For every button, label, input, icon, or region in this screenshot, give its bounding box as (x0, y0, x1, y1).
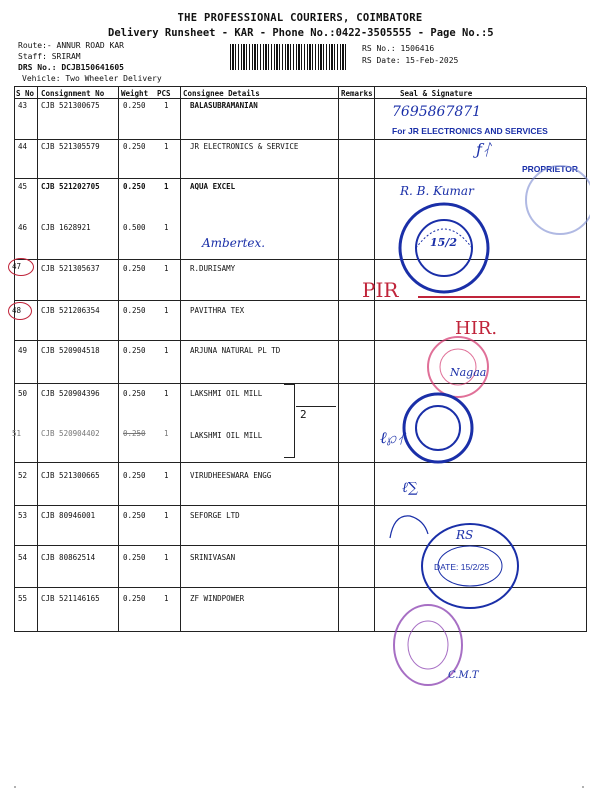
row-consignment: CJB 520904396 (41, 389, 100, 398)
row-pcs: 1 (164, 182, 169, 191)
row-weight: 0.250 (123, 101, 146, 110)
route-label: Route:- ANNUR ROAD KAR (18, 41, 124, 50)
row52-signature: ℓ∑ (402, 480, 418, 496)
cmt-signature: C.M.T (448, 670, 479, 681)
row-border (14, 178, 586, 179)
stamp-date-53: DATE: 15/2/25 (434, 562, 490, 572)
row-sno: 46 (18, 223, 28, 232)
row-weight: 0.250 (123, 429, 146, 438)
runsheet-subtitle: Delivery Runsheet - KAR - Phone No.:0422-3505555 - Page No.:5 (108, 27, 494, 39)
col-border (180, 87, 181, 632)
row-border (14, 462, 586, 463)
row-consignee: R.DURISAMY (190, 264, 236, 273)
row-border (14, 259, 586, 260)
row-border (14, 505, 586, 506)
vehicle-label: Vehicle: Two Wheeler Delivery (22, 74, 162, 83)
row-sno: 51 (12, 429, 22, 438)
pir-mark: PIR (362, 278, 399, 302)
corner-dot (14, 786, 16, 788)
row-consignee: JR ELECTRONICS & SERVICE (190, 142, 299, 151)
drs-label: DRS No.: DCJB150641605 (18, 63, 124, 72)
col-border (37, 87, 38, 632)
rs-signature: RS (456, 528, 474, 542)
row-weight: 0.250 (123, 389, 146, 398)
faint-round-stamp (520, 160, 590, 240)
handwritten-ambertex: Ambertex. (202, 236, 266, 250)
row-pcs: 1 (164, 101, 169, 110)
row-sno: 50 (18, 389, 28, 398)
proprietor-label: PROPRIETOR (522, 164, 579, 174)
corner-dot (582, 786, 584, 788)
col-border (118, 87, 119, 632)
barcode (230, 44, 348, 70)
row-consignee: LAKSHMI OIL MILL (190, 389, 263, 398)
row-consignment: CJB 521202705 (41, 182, 100, 191)
row-consignment: CJB 521300675 (41, 101, 100, 110)
col-header-remarks: Remarks (341, 89, 373, 98)
handwritten-phone: 7695867871 (392, 104, 482, 120)
row-border (14, 383, 586, 384)
row-pcs: 1 (164, 264, 169, 273)
row-weight: 0.250 (123, 511, 146, 520)
row-weight: 0.250 (123, 264, 146, 273)
group-bracket (284, 384, 295, 458)
row-sno: 43 (18, 101, 28, 110)
row-consignment: CJB 521300665 (41, 471, 100, 480)
rs-number: RS No.: 1506416 (362, 44, 435, 53)
row-consignee: AQUA EXCEL (190, 182, 236, 191)
row-consignment: CJB 521206354 (41, 306, 100, 315)
col-header-weight: Weight (121, 89, 149, 98)
table-bottom-border (14, 631, 586, 632)
row-consignment: CJB 521305579 (41, 142, 100, 151)
row-sno: 54 (18, 553, 28, 562)
row-consignee: BALASUBRAMANIAN (190, 101, 258, 110)
row-consignment: CJB 521305637 (41, 264, 100, 273)
row-sno: 53 (18, 511, 28, 520)
table-top-border (14, 86, 586, 87)
row-sno: 49 (18, 346, 28, 355)
bracket-line (296, 406, 336, 407)
row-pcs: 1 (164, 389, 169, 398)
row-border (14, 139, 586, 140)
row-consignment: CJB 521146165 (41, 594, 100, 603)
stamp-date-46: 15/2 (430, 236, 457, 249)
row-weight: 0.250 (123, 182, 146, 191)
jr-signature: ƒᛮ (476, 140, 492, 159)
staff-label: Staff: SRIRAM (18, 52, 81, 61)
row-consignment: CJB 80862514 (41, 553, 96, 562)
row-consignee: SRINIVASAN (190, 553, 236, 562)
rs-date: RS Date: 15-Feb-2025 (362, 56, 459, 65)
row-weight: 0.250 (123, 471, 146, 480)
row-consignment: CJB 520904518 (41, 346, 100, 355)
group-count: 2 (300, 408, 307, 421)
row-weight: 0.250 (123, 594, 146, 603)
col-header-seal: Seal & Signature (400, 89, 473, 98)
row-consignee: VIRUDHEESWARA ENGG (190, 471, 272, 480)
row-pcs: 1 (164, 429, 169, 438)
col-border (338, 87, 339, 632)
row-pcs: 1 (164, 594, 169, 603)
col-header-consignment: Consignment No (41, 89, 105, 98)
col-border (14, 87, 15, 632)
row-weight: 0.250 (123, 142, 146, 151)
row-consignment: CJB 520904402 (41, 429, 100, 438)
col-header-consignee: Consignee Details (183, 89, 260, 98)
row-sno: 48 (12, 306, 22, 315)
row-pcs: 1 (164, 553, 169, 562)
col-header-sno: S No (16, 89, 35, 98)
row53-scribble (384, 508, 434, 548)
row-weight: 0.250 (123, 346, 146, 355)
row-consignee: LAKSHMI OIL MILL (190, 431, 263, 440)
row-consignee: SEFORGE LTD (190, 511, 240, 520)
col-border (374, 87, 375, 632)
row-weight: 0.250 (123, 306, 146, 315)
row-pcs: 1 (164, 142, 169, 151)
aqua-signature: R. B. Kumar (400, 184, 474, 198)
lakshmi-signature: ℓ℘ᛮ (380, 428, 406, 447)
lakshmi-round-stamp (400, 390, 476, 466)
row-weight: 0.250 (123, 553, 146, 562)
row-border (14, 300, 586, 301)
row-consignment: CJB 80946001 (41, 511, 96, 520)
row-sno: 45 (18, 182, 28, 191)
nagaa-signature: Nagaa (450, 366, 487, 379)
row-pcs: 1 (164, 511, 169, 520)
row-sno: 44 (18, 142, 28, 151)
row-border (14, 340, 586, 341)
row-pcs: 1 (164, 471, 169, 480)
row-sno: 55 (18, 594, 28, 603)
table-header-border (14, 98, 586, 99)
row-sno: 52 (18, 471, 28, 480)
row-consignment: CJB 1628921 (41, 223, 91, 232)
row-pcs: 1 (164, 306, 169, 315)
row-consignee: ZF WINDPOWER (190, 594, 245, 603)
company-title: THE PROFESSIONAL COURIERS, COIMBATORE (177, 12, 423, 24)
row-sno: 47 (12, 262, 22, 271)
row-consignee: PAVITHRA TEX (190, 306, 245, 315)
row-weight: 0.500 (123, 223, 146, 232)
row-pcs: 1 (164, 223, 169, 232)
row-consignee: ARJUNA NATURAL PL TD (190, 346, 281, 355)
hir-mark: HIR. (455, 318, 498, 339)
jr-electronics-stamp: For JR ELECTRONICS AND SERVICES (392, 126, 548, 136)
col-header-pcs: PCS (157, 89, 171, 98)
red-strike-line (418, 296, 580, 298)
row-pcs: 1 (164, 346, 169, 355)
